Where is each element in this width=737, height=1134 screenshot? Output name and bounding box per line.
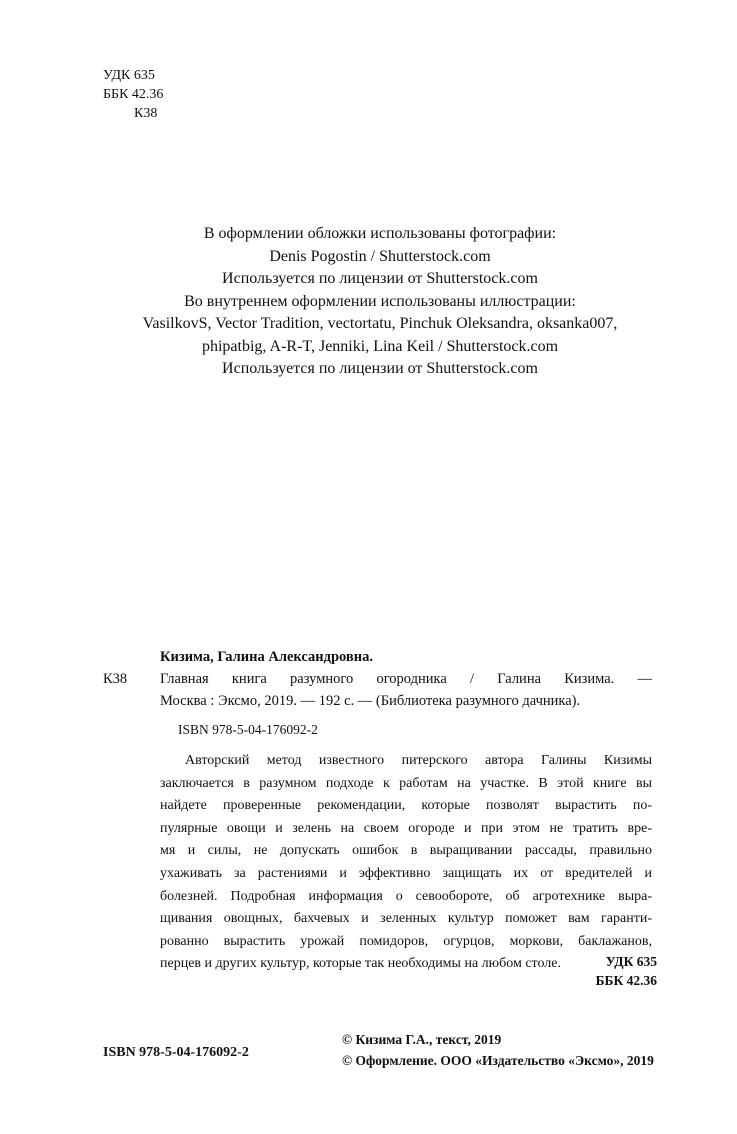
copyright-text: © Кизима Г.А., текст, 2019 — [342, 1032, 502, 1047]
bottom-bbk-code: ББК 42.36 — [595, 973, 657, 988]
abstract-line: найдете проверенные рекомендации, которые позволят вырастить по- — [160, 798, 652, 814]
bottom-classification-codes — [596, 952, 657, 990]
abstract-line: рованно вырастить урожай помидоров, огурцов, моркови, баклажанов, — [160, 933, 652, 949]
catalog-publisher-line: Москва : Эксмо, 2019. — 192 с. — (Библиотека разумного дачника). — [160, 693, 581, 709]
credit-line: Используется по лицензии от Shutterstock.com — [222, 270, 538, 287]
catalog-title-line: Главная книга разумного огородника / Галина Кизима. — — [160, 671, 652, 687]
abstract-line: ухаживать за растениями и эффективно защищать их от вредителей и — [160, 865, 652, 881]
abstract-line: мя и силы, не допускать ошибок в выращивании рассады, правильно — [160, 843, 652, 859]
abstract-line: щивания овощных, бахчевых и зеленных культур поможет вам гаранти- — [160, 911, 652, 927]
credit-line: Во внутреннем оформлении использованы иллюстрации: — [184, 292, 576, 310]
catalog-isbn: ISBN 978-5-04-176092-2 — [178, 722, 318, 737]
bbk-code: ББК 42.36 — [103, 87, 164, 102]
abstract-line: перцев и других культур, которые так необходимы на любом столе. — [160, 956, 561, 972]
credit-line: В оформлении обложки использованы фотографии: — [203, 225, 557, 242]
credit-line: Denis Pogostin / Shutterstock.com — [269, 247, 491, 265]
copyright-design: © Оформление. ООО «Издательство «Эксмо», 2019 — [342, 1053, 654, 1068]
image-credits — [60, 223, 700, 381]
catalog-author: Кизима, Галина Александровна. — [160, 649, 373, 665]
abstract-line: болезней. Подробная информация о севообороте, об агротехнике выра- — [160, 888, 652, 904]
abstract-line: Авторский метод известного питерского автора Галины Кизимы — [185, 753, 652, 768]
abstract-line: пулярные овощи и зелень на своем огороде и при этом не тратить вре- — [160, 820, 652, 836]
bottom-isbn: ISBN 978-5-04-176092-2 — [103, 1045, 249, 1060]
author-sign: К38 — [134, 106, 158, 121]
udk-code: УДК 635 — [103, 68, 155, 83]
credit-line: Используется по лицензии от Shutterstock.com — [222, 360, 538, 377]
catalog-author-sign: К38 — [103, 671, 128, 687]
copyright-block — [342, 1029, 654, 1071]
credit-line: phipatbig, A-R-T, Jenniki, Lina Keil / Shutterstock.com — [201, 337, 559, 355]
top-classification-codes — [103, 66, 163, 123]
bottom-udk-code: УДК 635 — [605, 954, 657, 969]
abstract-line: заключается в разумном подходе к работам на участке. В этой книге вы — [160, 775, 652, 791]
credit-line: VasilkovS, Vector Tradition, vectortatu, Pinchuk Oleksandra, oksanka007, — [142, 315, 618, 332]
book-abstract — [160, 750, 652, 976]
